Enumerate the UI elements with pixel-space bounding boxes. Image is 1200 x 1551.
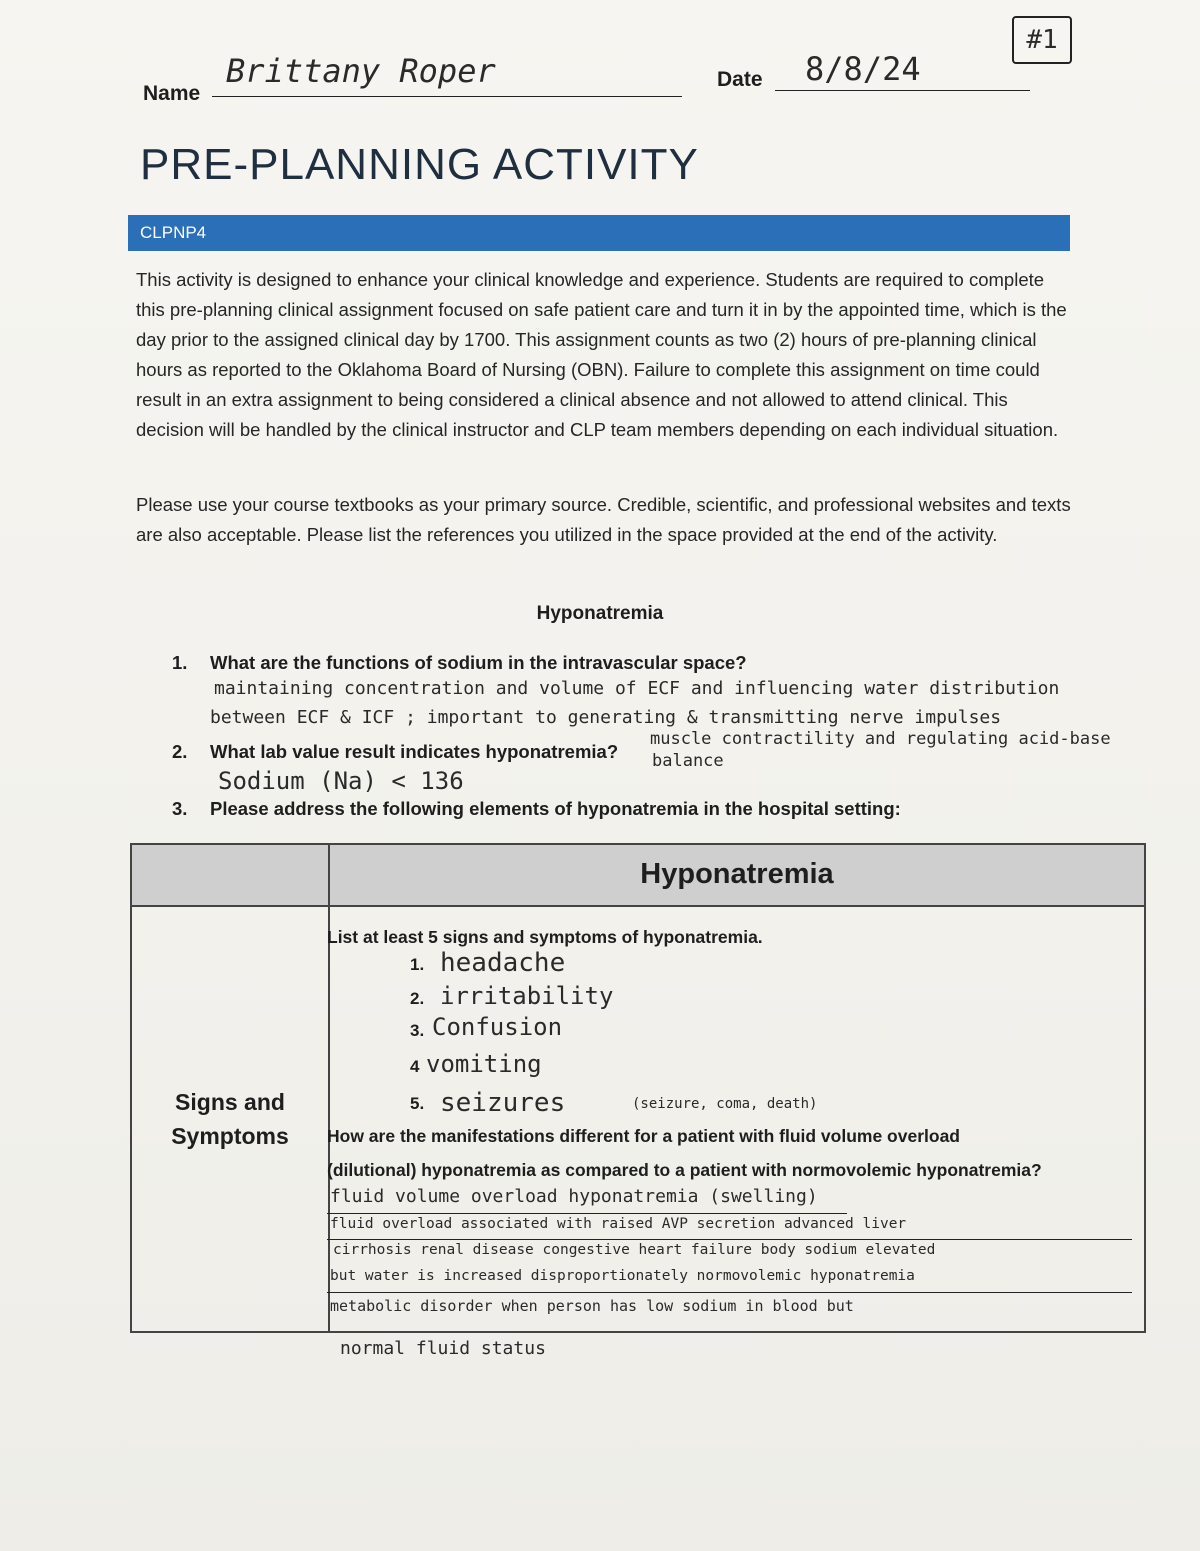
answer-underline-1 <box>327 1213 847 1214</box>
answer-1-line-1: maintaining concentration and volume of ECF and influencing water distribution <box>214 678 1060 699</box>
symptom-5-number: 5. <box>410 1094 425 1113</box>
question-1 <box>172 652 747 674</box>
intro-paragraph-1: This activity is designed to enhance your clinical knowledge and experience. Students are required to complete this pre-planning clinical assignment focused on safe patient care and turn it in by the appointed time, which is the day prior to the assigned clinical day by 1700. This assignment counts as two (2) hours of pre-planning clinical hours as reported to the Oklahoma Board of Nursing (OBN). Failure to complete this assignment on time could result in an extra assignment to being considered a clinical absence and not allowed to attend clinical. This decision will be handled by the clinical instructor and CLP team members depending on each individual situation. <box>136 269 1067 440</box>
answer-1-line-2: between ECF & ICF ; important to generating & transmitting nerve impulses <box>210 707 1002 728</box>
page-number: #1 <box>1012 16 1072 64</box>
date-line <box>775 90 1030 91</box>
question-3-number: 3. <box>172 798 188 819</box>
intro-paragraph-2: Please use your course textbooks as your primary source. Credible, scientific, and professional websites and texts are also acceptable. Please list the references you utilized in the space provided at the end of the activity. <box>136 494 1071 545</box>
course-bar <box>128 215 1070 251</box>
answer-underline-3 <box>327 1292 1132 1293</box>
question-3 <box>172 798 901 820</box>
compare-answer-line-3: cirrhosis renal disease congestive heart failure body sodium elevated <box>333 1242 936 1258</box>
topic-heading: Hyponatremia <box>536 603 664 624</box>
row-label-signs-symptoms: Signs and Symptoms <box>131 906 329 1332</box>
answer-underline-2 <box>327 1239 1132 1240</box>
answer-1-line-4: balance <box>652 751 724 771</box>
question-2-number: 2. <box>172 741 188 762</box>
question-2-text: What lab value result indicates hyponatremia? <box>210 741 619 762</box>
question-3-text: Please address the following elements of hyponatremia in the hospital setting: <box>210 798 901 819</box>
compare-answer-line-4: but water is increased disproportionately normovolemic hyponatremia <box>330 1268 915 1284</box>
symptom-3-number: 3. <box>410 1021 425 1040</box>
name-value: Brittany Roper <box>226 52 496 90</box>
question-2 <box>172 741 618 763</box>
compare-answer-line-6: normal fluid status <box>340 1338 546 1359</box>
page-title: PRE-PLANNING ACTIVITY <box>140 140 699 189</box>
symptom-4-number: 4 <box>410 1057 420 1076</box>
name-line <box>212 96 682 97</box>
symptom-1-text: headache <box>440 948 566 978</box>
date-value: 8/8/24 <box>805 50 921 88</box>
compare-answer-line-5: metabolic disorder when person has low sodium in blood but <box>330 1297 854 1315</box>
symptom-2-text: irritability <box>440 982 614 1010</box>
table-header <box>329 844 1145 906</box>
question-1-text: What are the functions of sodium in the intravascular space? <box>210 652 747 673</box>
prompt-compare-line-1: How are the manifestations different for a patient with fluid volume overload <box>327 1126 960 1146</box>
table-heading: Hyponatremia <box>640 858 834 890</box>
table-header-blank <box>131 844 329 906</box>
symptom-2-number: 2. <box>410 989 425 1008</box>
symptom-1-number: 1. <box>410 955 425 974</box>
symptom-3-text: Confusion <box>432 1013 563 1041</box>
prompt-compare-line-2: (dilutional) hyponatremia as compared to a patient with normovolemic hyponatremia? <box>327 1160 1042 1180</box>
compare-answer-line-1: fluid volume overload hyponatremia (swelling) <box>330 1186 818 1207</box>
question-1-number: 1. <box>172 652 188 673</box>
answer-2: Sodium (Na) < 136 <box>218 767 464 795</box>
symptom-5-text: seizures <box>440 1088 566 1118</box>
hyponatremia-table <box>130 843 1146 1333</box>
date-label: Date <box>717 68 763 91</box>
answer-1-line-3: muscle contractility and regulating acid-base <box>650 729 1111 749</box>
prompt-list-symptoms: List at least 5 signs and symptoms of hyponatremia. <box>327 927 763 947</box>
course-code: CLPNP4 <box>140 223 207 242</box>
symptom-4-text: vomiting <box>426 1050 542 1078</box>
name-label: Name <box>143 82 201 105</box>
compare-answer-line-2: fluid overload associated with raised AVP secretion advanced liver <box>330 1216 907 1232</box>
symptom-note: (seizure, coma, death) <box>632 1096 818 1112</box>
